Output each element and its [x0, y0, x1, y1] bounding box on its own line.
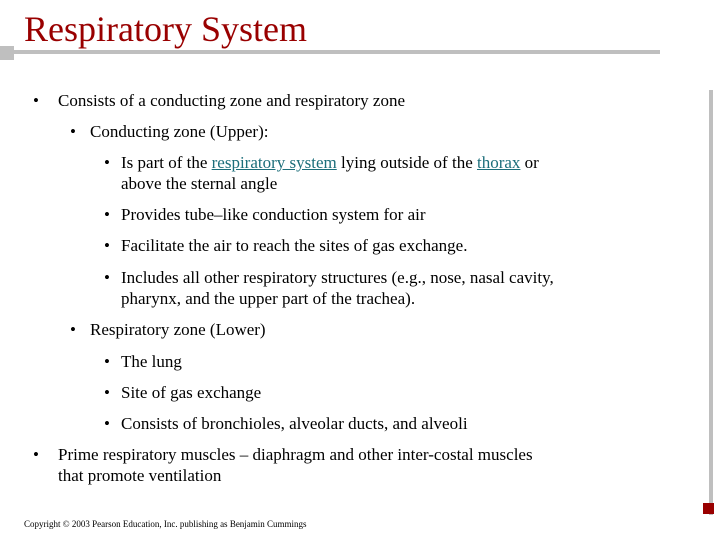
- bullet-text: Respiratory zone (Lower): [90, 320, 266, 339]
- bullet-icon: •: [104, 414, 110, 433]
- bullet-text: Site of gas exchange: [121, 383, 262, 402]
- title-rule: [0, 50, 660, 54]
- bullet-text: The lung: [121, 352, 182, 371]
- bullet-icon: •: [104, 236, 110, 255]
- bullet-text-continuation: pharynx, and the upper part of the trachea).: [121, 289, 416, 308]
- corner-square: [703, 503, 714, 514]
- bullet-icon: •: [104, 383, 110, 402]
- respiratory-system-link[interactable]: respiratory system: [211, 153, 337, 172]
- bullet-text-continuation: that promote ventilation: [58, 466, 222, 485]
- text-segment: lying outside of the: [336, 153, 477, 172]
- text-segment: or: [520, 153, 539, 172]
- bullet-icon: •: [104, 153, 110, 172]
- bullet-text: [121, 152, 539, 174]
- bullet-text: Includes all other respiratory structures (e.g., nose, nasal cavity,: [121, 268, 554, 287]
- bullet-text-continuation: above the sternal angle: [121, 174, 278, 193]
- bullet-icon: •: [104, 268, 110, 287]
- text-segment: Is part of the: [121, 153, 212, 172]
- right-rule: [709, 90, 713, 515]
- bullet-text: Facilitate the air to reach the sites of gas exchange.: [121, 236, 468, 255]
- bullet-text: Provides tube–like conduction system for air: [121, 205, 426, 224]
- bullet-icon: •: [33, 445, 39, 464]
- bullet-icon: •: [70, 122, 76, 141]
- copyright-footer: Copyright © 2003 Pearson Education, Inc. publishing as Benjamin Cummings: [24, 519, 307, 529]
- slide-title: Respiratory System: [24, 9, 307, 49]
- bullet-icon: •: [33, 91, 39, 110]
- bullet-icon: •: [70, 320, 76, 339]
- bullet-text: Consists of a conducting zone and respiratory zone: [58, 91, 405, 110]
- bullet-text: Conducting zone (Upper):: [90, 122, 269, 141]
- bullet-icon: •: [104, 205, 110, 224]
- bullet-icon: •: [104, 352, 110, 371]
- bullet-text: Prime respiratory muscles – diaphragm and other inter-costal muscles: [58, 445, 533, 464]
- thorax-link[interactable]: thorax: [476, 153, 521, 172]
- bullet-text: Consists of bronchioles, alveolar ducts, and alveoli: [121, 414, 468, 433]
